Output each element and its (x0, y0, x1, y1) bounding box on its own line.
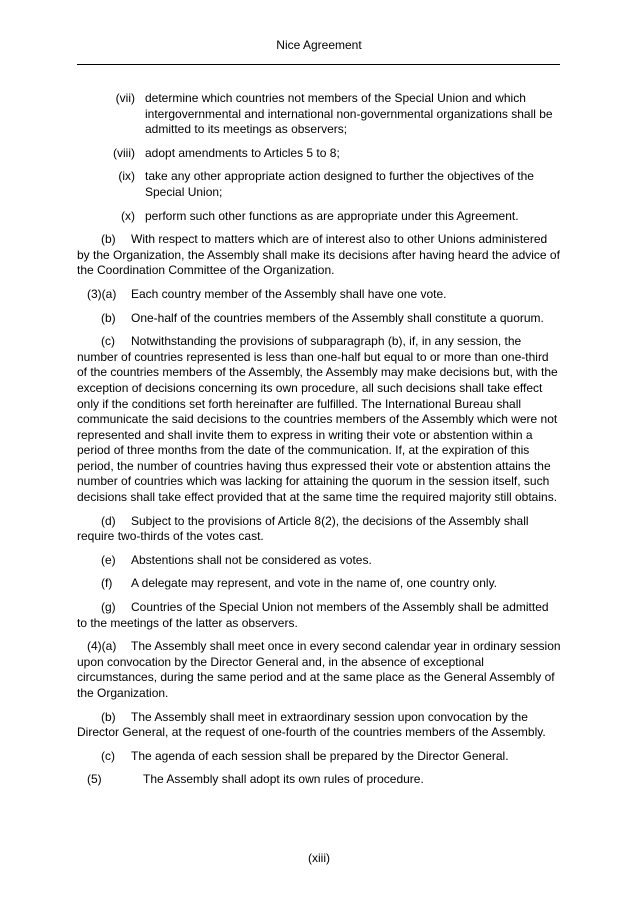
paragraph-label: (c) (101, 748, 115, 763)
paragraph-text: With respect to matters which are of interest also to other Unions administered by the Organization, the Assembly shall make its decisions after having heard the advice of the Coordination Committee of the Organization. (77, 232, 560, 278)
paragraph-text: Each country member of the Assembly shall have one vote. (131, 286, 447, 301)
paragraph-label: (f) (101, 576, 113, 591)
paragraph-text: Subject to the provisions of Article 8(2), the decisions of the Assembly shall require two-thirds of the votes cast. (77, 513, 529, 544)
item-text: determine which countries not members of the Special Union and which intergovernmental and international non-governmental organizations shall be admitted to its meetings as observers; (145, 91, 553, 137)
paragraph-label: (b) (101, 709, 116, 724)
paragraph-label: (b) (101, 232, 116, 247)
paragraph (77, 600, 561, 631)
paragraph-label: (c) (101, 334, 115, 349)
paragraph (77, 749, 561, 765)
paragraph-text: The agenda of each session shall be prepared by the Director General. (131, 748, 509, 763)
document-body (77, 91, 561, 796)
item-number: (x) (121, 208, 135, 223)
paragraph-label: (5) (87, 772, 102, 787)
paragraph (77, 576, 561, 592)
item-number: (ix) (118, 169, 135, 184)
item-number: (vii) (115, 91, 135, 105)
list-item (77, 146, 561, 162)
paragraph (77, 311, 561, 327)
paragraph-text: Countries of the Special Union not members of the Assembly shall be admitted to the meetings of the latter as observers. (77, 600, 549, 630)
paragraph-label: (e) (101, 552, 116, 567)
paragraph (77, 334, 561, 506)
paragraph (77, 287, 561, 303)
list-item (77, 91, 561, 138)
item-text: take any other appropriate action designed to further the objectives of the Special Union; (145, 169, 534, 199)
paragraph (77, 553, 561, 569)
paragraph-label: (4)(a) (87, 639, 117, 654)
paragraph-text: A delegate may represent, and vote in the name of, one country only. (131, 576, 498, 591)
page-number: (xiii) (308, 851, 330, 865)
paragraph (77, 710, 561, 741)
paragraph (77, 772, 561, 788)
item-text: perform such other functions as are appropriate under this Agreement. (145, 208, 519, 223)
paragraph-text: Abstentions shall not be considered as votes. (131, 552, 372, 567)
paragraph-text: The Assembly shall adopt its own rules of procedure. (143, 772, 424, 787)
list-item (77, 169, 561, 200)
running-header: Nice Agreement (276, 38, 362, 52)
item-number: (viii) (113, 145, 135, 160)
paragraph (77, 514, 561, 545)
paragraph-text: One-half of the countries members of the Assembly shall constitute a quorum. (131, 310, 544, 325)
paragraph-label: (g) (101, 600, 116, 615)
paragraph (77, 232, 561, 279)
header-rule (77, 64, 560, 65)
list-item (77, 209, 561, 225)
paragraph-label: (d) (101, 513, 116, 528)
item-text: adopt amendments to Articles 5 to 8; (145, 145, 340, 160)
paragraph-text: Notwithstanding the provisions of subparagraph (b), if, in any session, the number of countries represented is less than one-half but equal to or more than one-third of the countries members of the Assembly, the Assembly may make decisions but, with the exception of decisions concerning its own procedure, all such decisions shall take effect only if the conditions set forth hereinafter are fulfilled. The International Bureau shall communicate the said decisions to the countries members of the Assembly which were not represented and shall invite them to express in writing their vote or abstention within a period of three months from the date of the communication. If, at the expiration of this period, the number of countries having thus expressed their vote or abstention attains the number of countries which was lacking for attaining the quorum in the session itself, such decisions shall take effect provided that at the same time the required majority still obtains. (77, 334, 558, 505)
paragraph (77, 639, 561, 701)
paragraph-label: (b) (101, 310, 116, 325)
paragraph-label: (3)(a) (87, 286, 117, 301)
paragraph-text: The Assembly shall meet in extraordinary session upon convocation by the Director General, at the request of one-fourth of the countries members of the Assembly. (77, 709, 546, 740)
paragraph-text: The Assembly shall meet once in every second calendar year in ordinary session upon convocation by the Director General and, in the absence of exceptional circumstances, during the same period and at the same place as the General Assembly of the Organization. (77, 639, 561, 700)
